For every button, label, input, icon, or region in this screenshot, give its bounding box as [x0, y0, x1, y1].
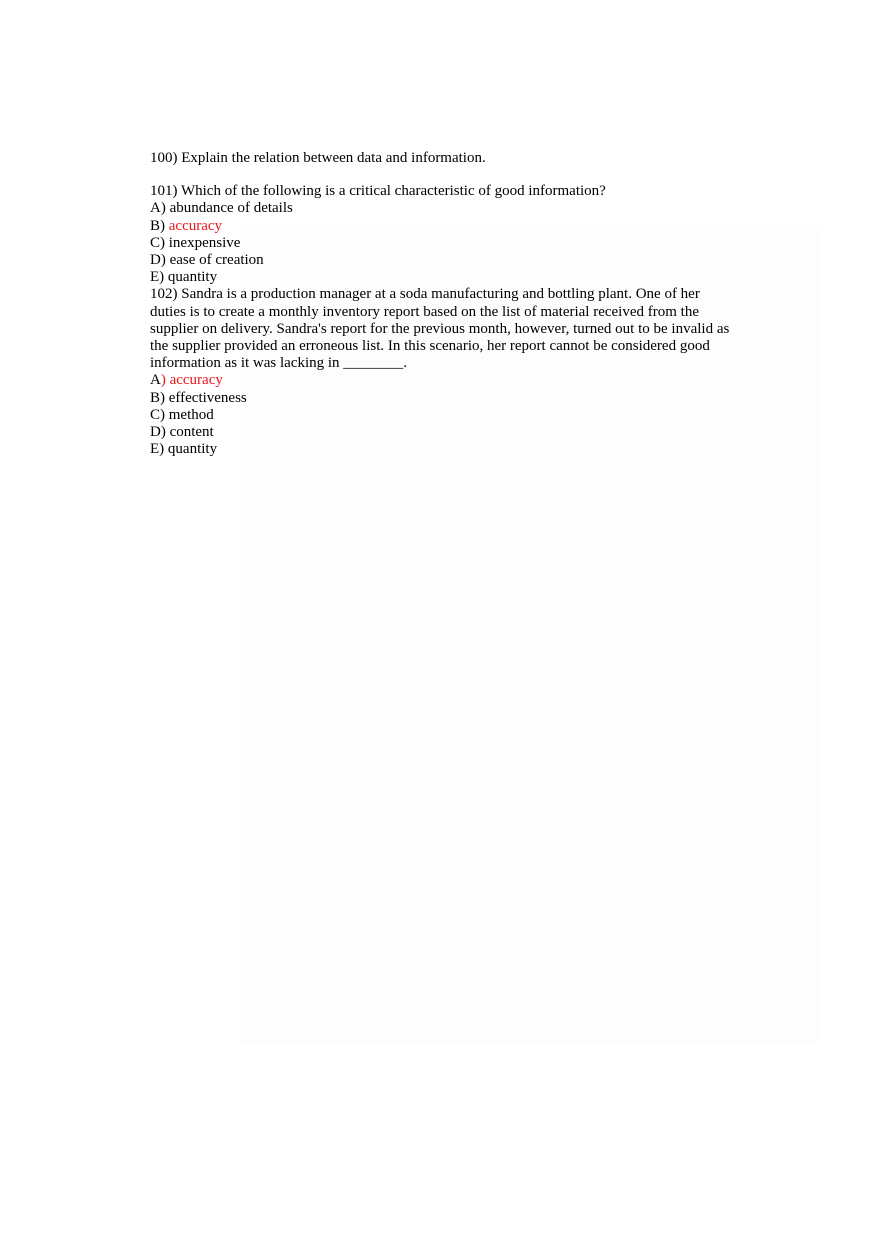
option-prefix: B)	[150, 389, 169, 406]
q102-option-a	[150, 372, 750, 389]
question-100: 100) Explain the relation between data and information.	[150, 150, 486, 166]
question-102-line-2: duties is to create a monthly inventory report based on the list of material received from the	[150, 303, 699, 320]
q101-option-e	[150, 269, 750, 286]
q101-option-c	[150, 235, 750, 252]
option-text: effectiveness	[168, 389, 247, 406]
option-text: inexpensive	[168, 234, 241, 251]
spacer	[150, 167, 750, 183]
q102-option-b	[150, 390, 750, 407]
correct-answer-text: ) accuracy	[160, 372, 223, 389]
q102-option-d	[150, 424, 750, 441]
option-prefix: E)	[150, 269, 168, 286]
option-prefix: A	[150, 372, 161, 389]
option-text: ease of creation	[169, 252, 264, 269]
correct-answer-text: accuracy	[168, 217, 223, 234]
option-prefix: B)	[150, 217, 169, 234]
q101-option-a	[150, 200, 750, 217]
question-102-line-4: the supplier provided an erroneous list. In this scenario, her report cannot be considered good	[150, 338, 710, 355]
option-text: method	[168, 406, 214, 423]
question-102-line-1: 102) Sandra is a production manager at a soda manufacturing and bottling plant. One of her	[150, 286, 700, 303]
option-prefix: D)	[150, 252, 170, 269]
question-102-line-3: supplier on delivery. Sandra's report for the previous month, however, turned out to be invalid as	[150, 320, 730, 337]
option-prefix: A)	[150, 200, 170, 217]
q101-option-d	[150, 252, 750, 269]
option-text: content	[169, 424, 214, 441]
option-prefix: C)	[150, 234, 169, 251]
option-prefix: C)	[150, 406, 169, 423]
q102-option-e	[150, 441, 750, 458]
q102-option-c	[150, 407, 750, 424]
option-text: abundance of details	[169, 200, 293, 217]
option-prefix: D)	[150, 424, 170, 441]
question-102-line-5: information as it was lacking in ________.	[150, 355, 408, 372]
question-101: 101) Which of the following is a critical characteristic of good information?	[150, 183, 606, 200]
option-text: quantity	[167, 441, 218, 458]
option-text: quantity	[167, 269, 218, 286]
q101-option-b	[150, 218, 750, 235]
question-content	[150, 150, 750, 458]
option-prefix: E)	[150, 441, 168, 458]
